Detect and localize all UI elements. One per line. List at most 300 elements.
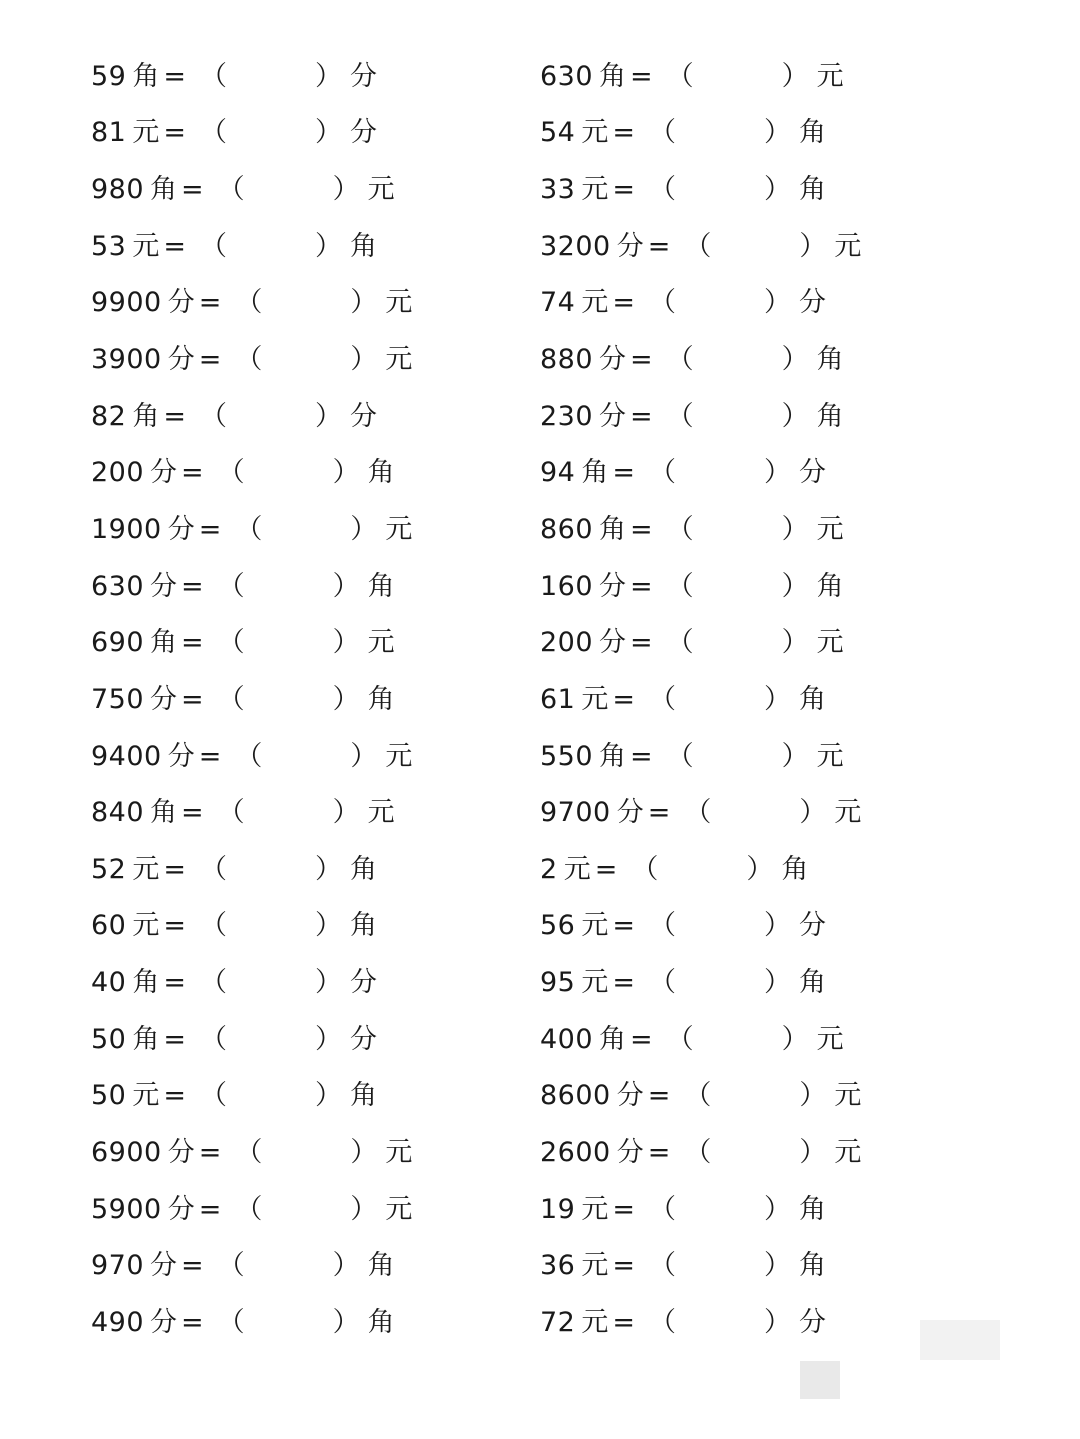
close-paren: ）	[332, 174, 360, 206]
question-unit: 分	[150, 683, 178, 715]
close-paren: ）	[781, 627, 809, 659]
question-unit: 分	[599, 400, 627, 432]
question-amount: 970	[91, 1250, 145, 1282]
conversion-question	[540, 275, 861, 332]
close-paren: ）	[314, 1080, 342, 1112]
open-paren: （	[666, 344, 694, 376]
close-paren: ）	[332, 1306, 360, 1338]
open-paren: （	[199, 60, 227, 92]
question-amount: 8600	[540, 1080, 611, 1112]
target-unit: 元	[834, 230, 862, 262]
open-paren: （	[235, 740, 263, 772]
close-paren: ）	[332, 683, 360, 715]
equals-sign: =	[612, 1306, 635, 1338]
close-paren: ）	[781, 740, 809, 772]
open-paren: （	[217, 1306, 245, 1338]
open-paren: （	[648, 967, 676, 999]
question-unit: 元	[132, 910, 160, 942]
open-paren: （	[648, 117, 676, 149]
conversion-question	[91, 898, 412, 955]
target-unit: 元	[385, 1136, 413, 1168]
question-amount: 94	[540, 457, 576, 489]
equals-sign: =	[181, 683, 204, 715]
question-amount: 550	[540, 740, 594, 772]
target-unit: 角	[349, 230, 377, 262]
question-unit: 角	[150, 174, 178, 206]
conversion-question	[91, 161, 412, 218]
target-unit: 角	[798, 1193, 826, 1225]
close-paren: ）	[314, 967, 342, 999]
equals-sign: =	[181, 457, 204, 489]
conversion-question	[540, 1237, 861, 1294]
close-paren: ）	[763, 1193, 791, 1225]
open-paren: （	[199, 967, 227, 999]
question-amount: 200	[91, 457, 145, 489]
open-paren: （	[666, 513, 694, 545]
question-amount: 19	[540, 1193, 576, 1225]
target-unit: 分	[349, 967, 377, 999]
scan-smudge	[920, 1320, 1000, 1360]
equals-sign: =	[612, 1250, 635, 1282]
equals-sign: =	[612, 910, 635, 942]
question-amount: 5900	[91, 1193, 162, 1225]
question-unit: 角	[581, 457, 609, 489]
equals-sign: =	[163, 853, 186, 885]
target-unit: 角	[349, 853, 377, 885]
equals-sign: =	[612, 117, 635, 149]
conversion-question	[91, 1237, 412, 1294]
target-unit: 分	[349, 400, 377, 432]
open-paren: （	[666, 400, 694, 432]
target-unit: 分	[798, 1306, 826, 1338]
close-paren: ）	[332, 457, 360, 489]
close-paren: ）	[781, 60, 809, 92]
conversion-question	[91, 728, 412, 785]
target-unit: 角	[798, 117, 826, 149]
question-amount: 690	[91, 627, 145, 659]
open-paren: （	[666, 570, 694, 602]
question-amount: 840	[91, 797, 145, 829]
question-unit: 元	[132, 853, 160, 885]
equals-sign: =	[647, 1136, 671, 1168]
equals-sign: =	[612, 287, 635, 319]
question-unit: 分	[167, 1193, 195, 1225]
open-paren: （	[648, 1306, 676, 1338]
question-unit: 分	[167, 287, 195, 319]
equals-sign: =	[198, 1136, 222, 1168]
close-paren: ）	[350, 344, 378, 376]
question-amount: 880	[540, 344, 594, 376]
open-paren: （	[217, 683, 245, 715]
left-column	[91, 48, 412, 1351]
question-unit: 分	[150, 1250, 178, 1282]
question-unit: 分	[599, 344, 627, 376]
question-amount: 36	[540, 1250, 576, 1282]
open-paren: （	[631, 853, 659, 885]
close-paren: ）	[781, 344, 809, 376]
question-unit: 元	[132, 117, 160, 149]
close-paren: ）	[314, 400, 342, 432]
open-paren: （	[666, 740, 694, 772]
close-paren: ）	[799, 1080, 827, 1112]
equals-sign: =	[163, 60, 186, 92]
target-unit: 元	[367, 797, 395, 829]
open-paren: （	[648, 910, 676, 942]
close-paren: ）	[314, 853, 342, 885]
open-paren: （	[199, 853, 227, 885]
close-paren: ）	[763, 967, 791, 999]
target-unit: 角	[798, 683, 826, 715]
close-paren: ）	[314, 230, 342, 262]
conversion-question	[540, 1124, 861, 1181]
open-paren: （	[217, 797, 245, 829]
target-unit: 角	[798, 174, 826, 206]
close-paren: ）	[763, 174, 791, 206]
question-unit: 元	[563, 853, 591, 885]
target-unit: 角	[367, 457, 395, 489]
question-amount: 200	[540, 627, 594, 659]
equals-sign: =	[198, 740, 222, 772]
question-unit: 角	[132, 400, 160, 432]
question-unit: 分	[150, 570, 178, 602]
conversion-question	[91, 48, 412, 105]
question-amount: 750	[91, 683, 145, 715]
conversion-question	[540, 671, 861, 728]
target-unit: 角	[798, 1250, 826, 1282]
target-unit: 元	[816, 627, 844, 659]
open-paren: （	[684, 230, 712, 262]
conversion-question	[91, 501, 412, 558]
question-amount: 630	[540, 60, 594, 92]
open-paren: （	[199, 230, 227, 262]
open-paren: （	[684, 797, 712, 829]
question-unit: 角	[599, 513, 627, 545]
question-unit: 分	[167, 1136, 195, 1168]
conversion-question	[91, 388, 412, 445]
close-paren: ）	[763, 1250, 791, 1282]
target-unit: 分	[349, 117, 377, 149]
equals-sign: =	[163, 400, 186, 432]
conversion-question	[91, 614, 412, 671]
equals-sign: =	[630, 740, 653, 772]
question-amount: 980	[91, 174, 145, 206]
question-amount: 50	[91, 1023, 127, 1055]
equals-sign: =	[163, 910, 186, 942]
question-amount: 81	[91, 117, 127, 149]
conversion-question	[540, 1294, 861, 1351]
question-unit: 分	[616, 230, 644, 262]
open-paren: （	[666, 1023, 694, 1055]
conversion-question	[91, 1294, 412, 1351]
close-paren: ）	[746, 853, 774, 885]
question-amount: 3200	[540, 230, 611, 262]
equals-sign: =	[181, 797, 204, 829]
equals-sign: =	[612, 967, 635, 999]
question-amount: 490	[91, 1306, 145, 1338]
open-paren: （	[684, 1080, 712, 1112]
question-amount: 54	[540, 117, 576, 149]
target-unit: 分	[349, 60, 377, 92]
target-unit: 元	[816, 60, 844, 92]
question-unit: 元	[581, 287, 609, 319]
equals-sign: =	[612, 457, 635, 489]
equals-sign: =	[630, 570, 653, 602]
conversion-question	[540, 105, 861, 162]
question-unit: 角	[132, 60, 160, 92]
equals-sign: =	[630, 513, 653, 545]
target-unit: 角	[816, 570, 844, 602]
question-unit: 元	[581, 683, 609, 715]
target-unit: 元	[385, 740, 413, 772]
equals-sign: =	[630, 1023, 653, 1055]
target-unit: 角	[816, 344, 844, 376]
scan-smudge	[800, 1361, 840, 1399]
question-amount: 72	[540, 1306, 576, 1338]
question-unit: 角	[132, 967, 160, 999]
target-unit: 元	[816, 1023, 844, 1055]
close-paren: ）	[763, 683, 791, 715]
conversion-question	[91, 954, 412, 1011]
close-paren: ）	[332, 1250, 360, 1282]
equals-sign: =	[647, 230, 671, 262]
conversion-question	[91, 218, 412, 275]
equals-sign: =	[612, 683, 635, 715]
question-amount: 1900	[91, 513, 162, 545]
question-amount: 6900	[91, 1136, 162, 1168]
question-amount: 230	[540, 400, 594, 432]
open-paren: （	[235, 1136, 263, 1168]
question-amount: 40	[91, 967, 127, 999]
question-amount: 53	[91, 230, 127, 262]
conversion-question	[91, 275, 412, 332]
open-paren: （	[648, 174, 676, 206]
open-paren: （	[235, 287, 263, 319]
question-amount: 630	[91, 570, 145, 602]
conversion-question	[540, 1068, 861, 1125]
open-paren: （	[217, 174, 245, 206]
open-paren: （	[648, 1193, 676, 1225]
open-paren: （	[217, 1250, 245, 1282]
target-unit: 分	[798, 457, 826, 489]
target-unit: 元	[385, 513, 413, 545]
close-paren: ）	[314, 910, 342, 942]
conversion-question	[91, 1181, 412, 1238]
target-unit: 角	[816, 400, 844, 432]
close-paren: ）	[781, 1023, 809, 1055]
close-paren: ）	[763, 1306, 791, 1338]
equals-sign: =	[594, 853, 618, 885]
equals-sign: =	[630, 60, 653, 92]
open-paren: （	[684, 1136, 712, 1168]
equals-sign: =	[181, 627, 204, 659]
target-unit: 元	[367, 627, 395, 659]
open-paren: （	[235, 513, 263, 545]
target-unit: 分	[349, 1023, 377, 1055]
conversion-question	[91, 558, 412, 615]
target-unit: 元	[834, 1080, 862, 1112]
question-amount: 95	[540, 967, 576, 999]
close-paren: ）	[781, 513, 809, 545]
question-amount: 33	[540, 174, 576, 206]
question-unit: 角	[599, 740, 627, 772]
target-unit: 角	[781, 853, 809, 885]
equals-sign: =	[612, 174, 635, 206]
open-paren: （	[199, 400, 227, 432]
close-paren: ）	[314, 60, 342, 92]
close-paren: ）	[332, 570, 360, 602]
conversion-question	[540, 1181, 861, 1238]
close-paren: ）	[763, 287, 791, 319]
close-paren: ）	[350, 740, 378, 772]
conversion-question	[540, 841, 861, 898]
question-unit: 分	[616, 1080, 644, 1112]
open-paren: （	[235, 344, 263, 376]
open-paren: （	[648, 287, 676, 319]
question-unit: 元	[581, 117, 609, 149]
open-paren: （	[217, 627, 245, 659]
question-unit: 角	[599, 60, 627, 92]
open-paren: （	[648, 683, 676, 715]
target-unit: 角	[349, 910, 377, 942]
question-unit: 角	[132, 1023, 160, 1055]
conversion-question	[540, 898, 861, 955]
equals-sign: =	[198, 513, 222, 545]
equals-sign: =	[163, 1080, 186, 1112]
question-amount: 50	[91, 1080, 127, 1112]
question-unit: 元	[581, 174, 609, 206]
conversion-question	[540, 444, 861, 501]
question-amount: 61	[540, 683, 576, 715]
question-amount: 59	[91, 60, 127, 92]
open-paren: （	[217, 457, 245, 489]
conversion-question	[540, 331, 861, 388]
equals-sign: =	[181, 570, 204, 602]
question-unit: 角	[150, 797, 178, 829]
conversion-question	[540, 501, 861, 558]
question-unit: 分	[167, 513, 195, 545]
open-paren: （	[199, 1023, 227, 1055]
question-amount: 860	[540, 513, 594, 545]
conversion-question	[540, 614, 861, 671]
close-paren: ）	[781, 400, 809, 432]
close-paren: ）	[332, 627, 360, 659]
question-unit: 分	[616, 797, 644, 829]
equals-sign: =	[181, 1306, 204, 1338]
right-column	[540, 48, 861, 1351]
conversion-question	[540, 48, 861, 105]
target-unit: 元	[816, 740, 844, 772]
target-unit: 元	[816, 513, 844, 545]
equals-sign: =	[163, 967, 186, 999]
question-amount: 9700	[540, 797, 611, 829]
target-unit: 元	[367, 174, 395, 206]
conversion-question	[540, 728, 861, 785]
conversion-question	[91, 784, 412, 841]
question-unit: 元	[581, 1250, 609, 1282]
conversion-question	[540, 161, 861, 218]
close-paren: ）	[763, 910, 791, 942]
equals-sign: =	[612, 1193, 635, 1225]
conversion-question	[91, 105, 412, 162]
equals-sign: =	[630, 400, 653, 432]
close-paren: ）	[314, 1023, 342, 1055]
question-unit: 分	[167, 740, 195, 772]
equals-sign: =	[630, 344, 653, 376]
conversion-question	[91, 1068, 412, 1125]
close-paren: ）	[314, 117, 342, 149]
target-unit: 元	[834, 797, 862, 829]
conversion-question	[91, 331, 412, 388]
conversion-question	[540, 954, 861, 1011]
question-unit: 角	[599, 1023, 627, 1055]
equals-sign: =	[163, 1023, 186, 1055]
question-unit: 角	[150, 627, 178, 659]
close-paren: ）	[799, 230, 827, 262]
equals-sign: =	[198, 287, 222, 319]
question-amount: 3900	[91, 344, 162, 376]
question-unit: 分	[599, 570, 627, 602]
question-amount: 160	[540, 570, 594, 602]
close-paren: ）	[799, 1136, 827, 1168]
conversion-question	[540, 1011, 861, 1068]
target-unit: 元	[834, 1136, 862, 1168]
question-unit: 元	[581, 967, 609, 999]
target-unit: 角	[367, 1306, 395, 1338]
close-paren: ）	[332, 797, 360, 829]
equals-sign: =	[647, 797, 671, 829]
target-unit: 角	[367, 1250, 395, 1282]
target-unit: 元	[385, 1193, 413, 1225]
equals-sign: =	[181, 174, 204, 206]
conversion-question	[540, 558, 861, 615]
question-amount: 2	[540, 853, 558, 885]
open-paren: （	[666, 627, 694, 659]
open-paren: （	[217, 570, 245, 602]
equals-sign: =	[163, 117, 186, 149]
equals-sign: =	[181, 1250, 204, 1282]
conversion-question	[91, 671, 412, 728]
conversion-question	[91, 1124, 412, 1181]
equals-sign: =	[198, 1193, 222, 1225]
close-paren: ）	[350, 287, 378, 319]
conversion-question	[91, 841, 412, 898]
conversion-question	[91, 1011, 412, 1068]
conversion-question	[540, 218, 861, 275]
equals-sign: =	[198, 344, 222, 376]
question-unit: 元	[132, 1080, 160, 1112]
equals-sign: =	[163, 230, 186, 262]
question-unit: 元	[581, 1306, 609, 1338]
close-paren: ）	[799, 797, 827, 829]
question-amount: 82	[91, 400, 127, 432]
question-unit: 元	[132, 230, 160, 262]
close-paren: ）	[350, 513, 378, 545]
target-unit: 角	[349, 1080, 377, 1112]
open-paren: （	[666, 60, 694, 92]
question-amount: 52	[91, 853, 127, 885]
question-unit: 元	[581, 910, 609, 942]
question-unit: 分	[150, 1306, 178, 1338]
open-paren: （	[648, 1250, 676, 1282]
equals-sign: =	[647, 1080, 671, 1112]
question-amount: 74	[540, 287, 576, 319]
conversion-question	[91, 444, 412, 501]
conversion-question	[540, 388, 861, 445]
question-amount: 56	[540, 910, 576, 942]
target-unit: 元	[385, 287, 413, 319]
target-unit: 元	[385, 344, 413, 376]
open-paren: （	[199, 1080, 227, 1112]
